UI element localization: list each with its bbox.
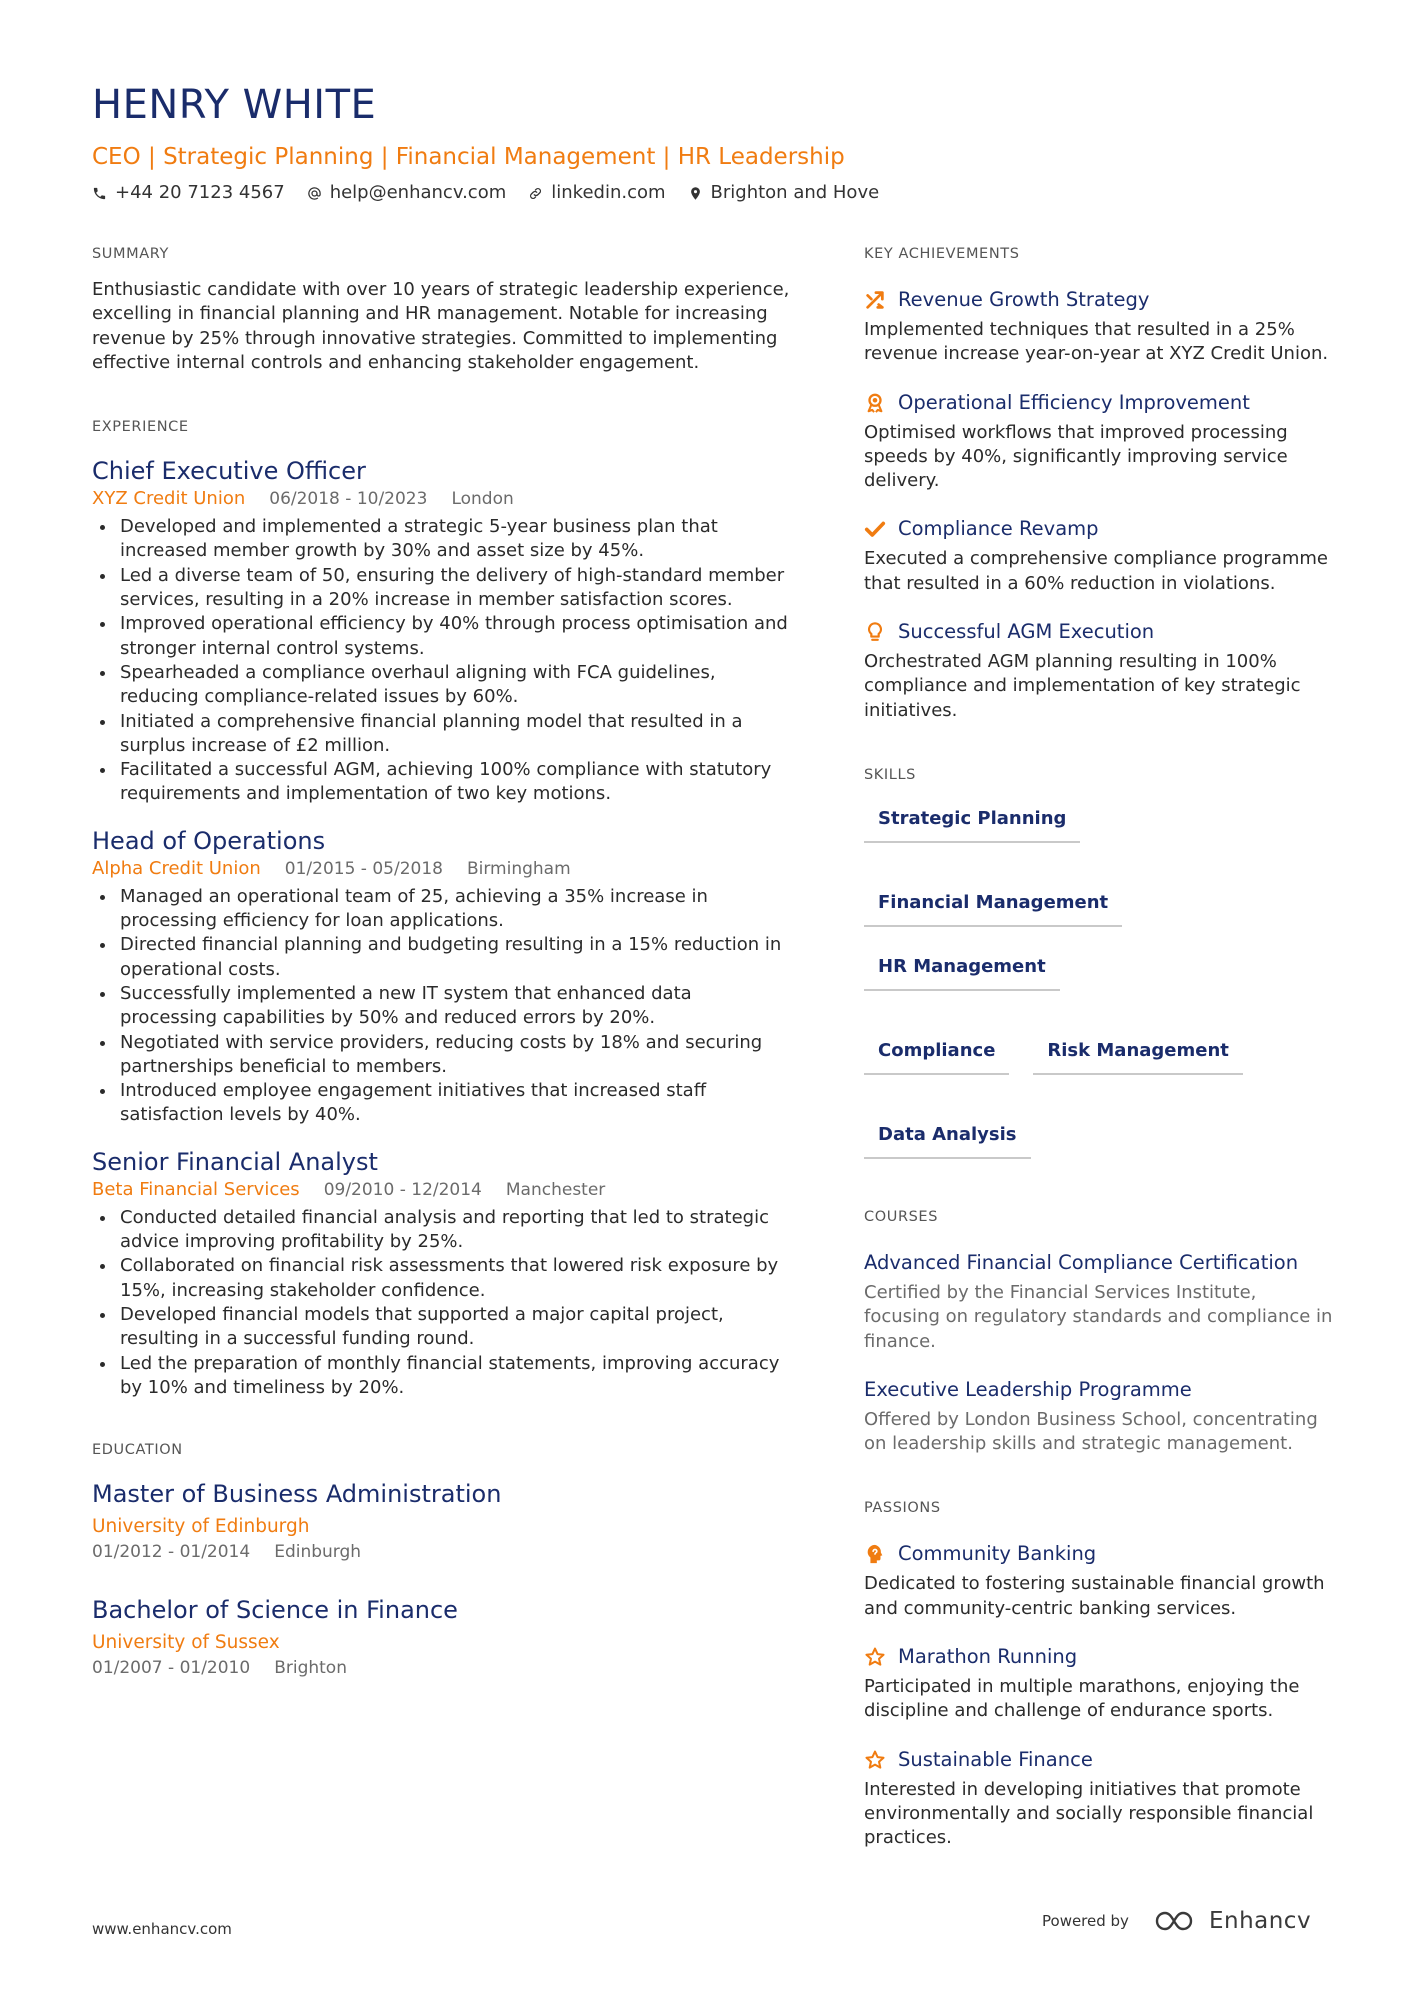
- job-dates: 09/2010 - 12/2014: [323, 1179, 482, 1200]
- job-bullet: Collaborated on financial risk assessments that lowered risk exposure by 15%, increasing stakeholder confidence.: [92, 1254, 792, 1303]
- achievement-desc: Executed a comprehensive compliance programme that resulted in a 60% reduction in violations.: [864, 548, 1328, 594]
- star-icon: [864, 1749, 886, 1771]
- link-icon: [528, 186, 543, 201]
- achievement-title: Successful AGM Execution: [898, 620, 1155, 644]
- location-pin-icon: [688, 186, 703, 201]
- skill-tag: HR Management: [864, 947, 1060, 991]
- job-bullets: [92, 1206, 792, 1400]
- job-location: Manchester: [505, 1179, 606, 1200]
- job-bullets: [92, 515, 792, 807]
- education-entry: [92, 1594, 792, 1680]
- achievement-item: [864, 515, 1334, 596]
- job-meta: [92, 1178, 792, 1202]
- achievement-title: Revenue Growth Strategy: [898, 288, 1150, 311]
- achievement-item: [864, 618, 1334, 723]
- experience-section: [92, 417, 792, 1400]
- achievement-title: Compliance Revamp: [898, 517, 1099, 541]
- education-location: Brighton: [274, 1658, 347, 1679]
- course-item: [864, 1376, 1334, 1457]
- job-entry: [92, 455, 792, 807]
- course-title: Executive Leadership Programme: [864, 1377, 1192, 1401]
- job-bullet: Led the preparation of monthly financial statements, improving accuracy by 10% and timeliness by 20%.: [92, 1352, 792, 1401]
- achievement-desc: Optimised workflows that improved processing speeds by 40%, significantly improving service delivery.: [864, 421, 1288, 492]
- passion-title: Community Banking: [898, 1542, 1097, 1566]
- job-bullet: Developed and implemented a strategic 5-year business plan that increased member growth by 30% and asset size by 45%.: [92, 515, 792, 564]
- job-title: Head of Operations: [92, 826, 326, 855]
- summary-text: Enthusiastic candidate with over 10 years of strategic leadership experience, excelling in financial planning and HR management. Notable for increasing revenue by 25% through innovative strategies. Committed to implementing effective internal controls and enhancing stakeholder engagement.: [92, 279, 790, 373]
- experience-heading: EXPERIENCE: [92, 419, 189, 436]
- education-school: University of Edinburgh: [92, 1516, 310, 1538]
- summary-section: [92, 244, 792, 375]
- job-bullet: Directed financial planning and budgeting resulting in a 15% reduction in operational costs.: [92, 933, 792, 982]
- enhancv-logo[interactable]: [1153, 1908, 1311, 1934]
- education-degree: Bachelor of Science in Finance: [92, 1596, 458, 1625]
- job-location: Birmingham: [466, 858, 571, 879]
- achievement-header: [864, 515, 1334, 543]
- passions-section: [864, 1498, 1334, 1850]
- arrows-icon: [864, 289, 886, 311]
- courses-section: [864, 1207, 1334, 1456]
- location-text: Brighton and Hove: [710, 182, 880, 203]
- education-degree: Master of Business Administration: [92, 1480, 502, 1509]
- phone-icon: [92, 186, 107, 201]
- skills-heading: SKILLS: [864, 766, 916, 783]
- skill-tag: Risk Management: [1033, 1031, 1242, 1075]
- job-company: XYZ Credit Union: [92, 488, 246, 510]
- job-title: Senior Financial Analyst: [92, 1147, 378, 1176]
- job-bullet: Spearheaded a compliance overhaul aligning with FCA guidelines, reducing compliance-related issues by 60%.: [92, 661, 792, 710]
- education-dates: 01/2012 - 01/2014: [92, 1542, 251, 1563]
- job-entry: [92, 825, 792, 1128]
- achievement-header: [864, 389, 1334, 417]
- job-bullets: [92, 885, 792, 1128]
- job-entry: [92, 1146, 792, 1400]
- job-bullet: Introduced employee engagement initiatives that increased staff satisfaction levels by 40%.: [92, 1079, 792, 1128]
- skill-tag: Data Analysis: [864, 1115, 1031, 1159]
- achievements-section: [864, 244, 1334, 723]
- contact-linkedin[interactable]: [528, 180, 665, 206]
- at-icon: [307, 186, 322, 201]
- skill-tag: Financial Management: [864, 883, 1122, 927]
- course-desc: Certified by the Financial Services Institute, focusing on regulatory standards and compliance in finance.: [864, 1281, 1333, 1352]
- passions-heading: PASSIONS: [864, 1500, 941, 1517]
- passion-header: [864, 1540, 1334, 1568]
- education-school: University of Sussex: [92, 1632, 280, 1654]
- contact-email[interactable]: [307, 180, 507, 206]
- job-bullet: Led a diverse team of 50, ensuring the delivery of high-standard member services, resulting in a 20% increase in member satisfaction scores.: [92, 564, 792, 613]
- footer-website[interactable]: www.enhancv.com: [92, 1920, 232, 1938]
- achievement-desc: Implemented techniques that resulted in a 25% revenue increase year-on-year at XYZ Credit Union.: [864, 319, 1329, 365]
- passion-desc: Dedicated to fostering sustainable financial growth and community-centric banking services.: [864, 1573, 1325, 1619]
- course-item: [864, 1249, 1334, 1354]
- head-icon: [864, 1543, 886, 1565]
- education-entry: [92, 1478, 792, 1564]
- email-text: help@enhancv.com: [329, 182, 507, 203]
- job-meta: [92, 857, 792, 881]
- passion-title: Sustainable Finance: [898, 1747, 1093, 1771]
- medal-icon: [864, 392, 886, 414]
- education-section: [92, 1440, 792, 1680]
- courses-heading: COURSES: [864, 1208, 938, 1225]
- job-bullet: Managed an operational team of 25, achieving a 35% increase in processing efficiency for loan applications.: [92, 885, 792, 934]
- education-meta: [92, 1656, 792, 1680]
- lightbulb-icon: [864, 621, 886, 643]
- check-icon: [864, 518, 886, 540]
- job-company: Alpha Credit Union: [92, 857, 261, 879]
- contact-row: [92, 180, 1322, 206]
- education-heading: EDUCATION: [92, 1442, 183, 1459]
- summary-heading: SUMMARY: [92, 246, 169, 262]
- skills-list: [864, 799, 1334, 1159]
- job-title: Chief Executive Officer: [92, 457, 366, 486]
- contact-location: [688, 180, 880, 206]
- passion-header: [864, 1746, 1334, 1774]
- footer-branding: [1042, 1908, 1311, 1934]
- skills-section: [864, 765, 1334, 1159]
- job-company: Beta Financial Services: [92, 1178, 300, 1200]
- job-bullet: Developed financial models that supported a major capital project, resulting in a successful funding round.: [92, 1303, 792, 1352]
- passion-desc: Interested in developing initiatives that promote environmentally and socially responsible financial practices.: [864, 1778, 1314, 1849]
- achievement-header: [864, 286, 1334, 314]
- achievement-item: [864, 389, 1334, 494]
- resume-header: [92, 80, 1322, 206]
- job-bullet: Facilitated a successful AGM, achieving 100% compliance with statutory requirements and implementation of two key motions.: [92, 758, 792, 807]
- achievement-title: Operational Efficiency Improvement: [898, 390, 1250, 414]
- job-dates: 01/2015 - 05/2018: [284, 858, 443, 879]
- passion-title: Marathon Running: [898, 1645, 1078, 1669]
- job-bullet: Improved operational efficiency by 40% through process optimisation and stronger internal control systems.: [92, 612, 792, 661]
- enhancv-logo-icon: [1153, 1908, 1201, 1934]
- job-bullet: Successfully implemented a new IT system that enhanced data processing capabilities by 50% and reduced errors by 20%.: [92, 982, 792, 1031]
- job-bullet: Initiated a comprehensive financial planning model that resulted in a surplus increase of £2 million.: [92, 710, 792, 759]
- left-column: [92, 244, 792, 1722]
- job-bullet: Negotiated with service providers, reducing costs by 18% and securing partnerships beneficial to members.: [92, 1031, 792, 1080]
- achievement-item: [864, 286, 1334, 367]
- passion-item: [864, 1746, 1334, 1851]
- phone-text: +44 20 7123 4567: [115, 182, 285, 203]
- passion-item: [864, 1643, 1334, 1724]
- linkedin-text: linkedin.com: [551, 182, 666, 203]
- passion-item: [864, 1540, 1334, 1621]
- passion-desc: Participated in multiple marathons, enjoying the discipline and challenge of endurance sports.: [864, 1676, 1300, 1722]
- contact-phone[interactable]: [92, 180, 285, 206]
- education-location: Edinburgh: [274, 1542, 362, 1563]
- job-meta: [92, 487, 792, 511]
- star-icon: [864, 1646, 886, 1668]
- job-bullet: Conducted detailed financial analysis and reporting that led to strategic advice improving profitability by 25%.: [92, 1206, 792, 1255]
- course-desc: Offered by London Business School, concentrating on leadership skills and strategic management.: [864, 1408, 1318, 1455]
- job-location: London: [451, 489, 514, 510]
- achievements-heading: KEY ACHIEVEMENTS: [864, 246, 1020, 262]
- candidate-title: CEO | Strategic Planning | Financial Management | HR Leadership: [92, 144, 845, 170]
- powered-by-text: Powered by: [1042, 1912, 1129, 1930]
- skill-tag: Compliance: [864, 1031, 1009, 1075]
- candidate-name: HENRY WHITE: [92, 82, 377, 128]
- right-column: [864, 244, 1334, 1893]
- education-meta: [92, 1540, 792, 1564]
- enhancv-logo-text: Enhancv: [1208, 1908, 1312, 1934]
- skill-tag: Strategic Planning: [864, 799, 1080, 843]
- achievement-desc: Orchestrated AGM planning resulting in 100% compliance and implementation of key strategic initiatives.: [864, 651, 1301, 721]
- education-dates: 01/2007 - 01/2010: [92, 1658, 251, 1679]
- passion-header: [864, 1643, 1334, 1671]
- course-title: Advanced Financial Compliance Certification: [864, 1250, 1299, 1274]
- achievement-header: [864, 618, 1334, 646]
- job-dates: 06/2018 - 10/2023: [269, 489, 428, 510]
